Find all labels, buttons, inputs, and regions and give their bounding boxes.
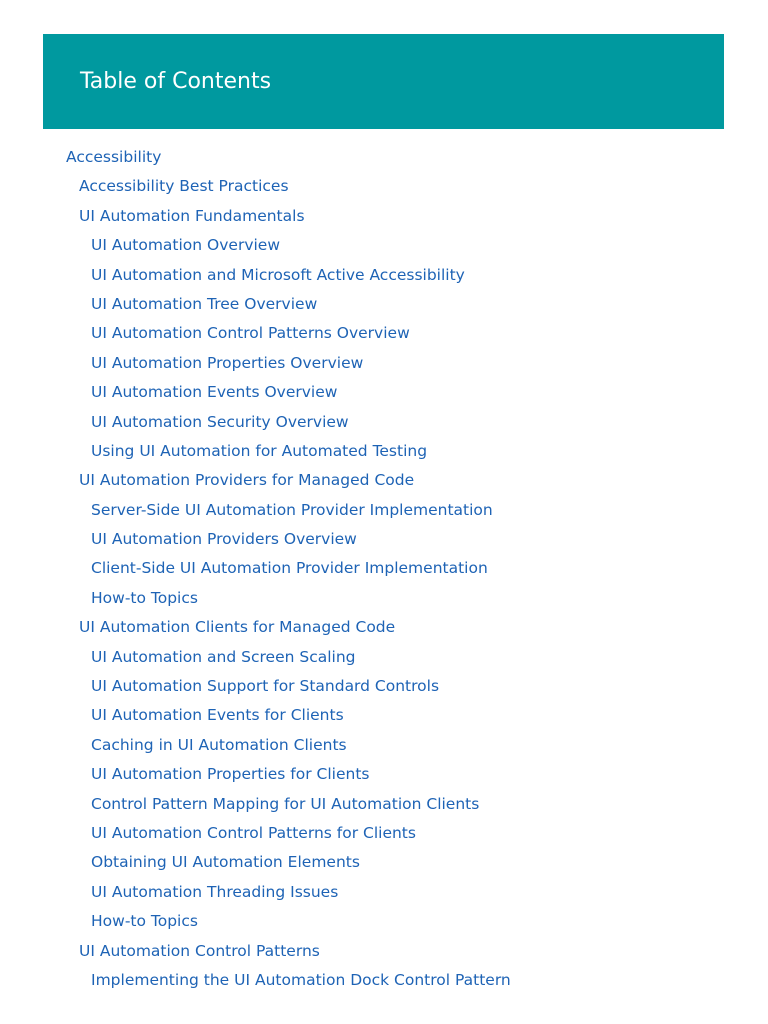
toc-link[interactable]: UI Automation Fundamentals — [79, 206, 305, 225]
toc-link[interactable]: UI Automation and Screen Scaling — [91, 647, 356, 666]
toc-link[interactable]: UI Automation and Microsoft Active Accessibility — [91, 265, 465, 284]
toc-link[interactable]: Accessibility Best Practices — [79, 177, 289, 196]
toc-link[interactable]: Control Pattern Mapping for UI Automation Clients — [91, 794, 480, 813]
toc-link[interactable]: UI Automation Support for Standard Controls — [91, 677, 440, 696]
toc-link[interactable]: Using UI Automation for Automated Testing — [91, 441, 428, 460]
page-title: Table of Contents — [80, 69, 272, 94]
toc-link[interactable]: UI Automation Control Patterns Overview — [91, 324, 410, 343]
toc-link[interactable]: UI Automation Control Patterns for Clients — [91, 823, 416, 842]
toc-link[interactable]: UI Automation Properties for Clients — [91, 765, 370, 784]
toc-list — [0, 143, 768, 995]
toc-link[interactable]: UI Automation Security Overview — [91, 412, 349, 431]
toc-link[interactable]: UI Automation Providers for Managed Code — [79, 471, 415, 490]
toc-link[interactable]: Accessibility — [66, 148, 162, 166]
toc-link[interactable]: UI Automation Threading Issues — [91, 882, 339, 901]
toc-link[interactable]: UI Automation Overview — [91, 236, 281, 255]
toc-link[interactable]: Caching in UI Automation Clients — [91, 735, 347, 754]
toc-link[interactable]: Client-Side UI Automation Provider Implementation — [91, 559, 488, 578]
toc-link[interactable]: Obtaining UI Automation Elements — [91, 853, 360, 872]
toc-header-banner — [43, 34, 724, 129]
toc-link[interactable]: UI Automation Events for Clients — [91, 706, 344, 725]
toc-link[interactable]: Implementing the UI Automation Dock Control Pattern — [91, 970, 511, 989]
toc-link[interactable]: UI Automation Clients for Managed Code — [79, 618, 396, 637]
toc-link[interactable]: Server-Side UI Automation Provider Implementation — [91, 500, 493, 519]
toc-link[interactable]: UI Automation Properties Overview — [91, 353, 364, 372]
toc-link[interactable]: How-to Topics — [91, 912, 198, 931]
toc-link[interactable]: UI Automation Events Overview — [91, 383, 338, 402]
toc-link[interactable]: UI Automation Tree Overview — [91, 294, 318, 313]
toc-link[interactable]: UI Automation Providers Overview — [91, 530, 357, 549]
toc-link[interactable]: UI Automation Control Patterns — [79, 941, 320, 960]
toc-link[interactable]: How-to Topics — [91, 588, 198, 607]
